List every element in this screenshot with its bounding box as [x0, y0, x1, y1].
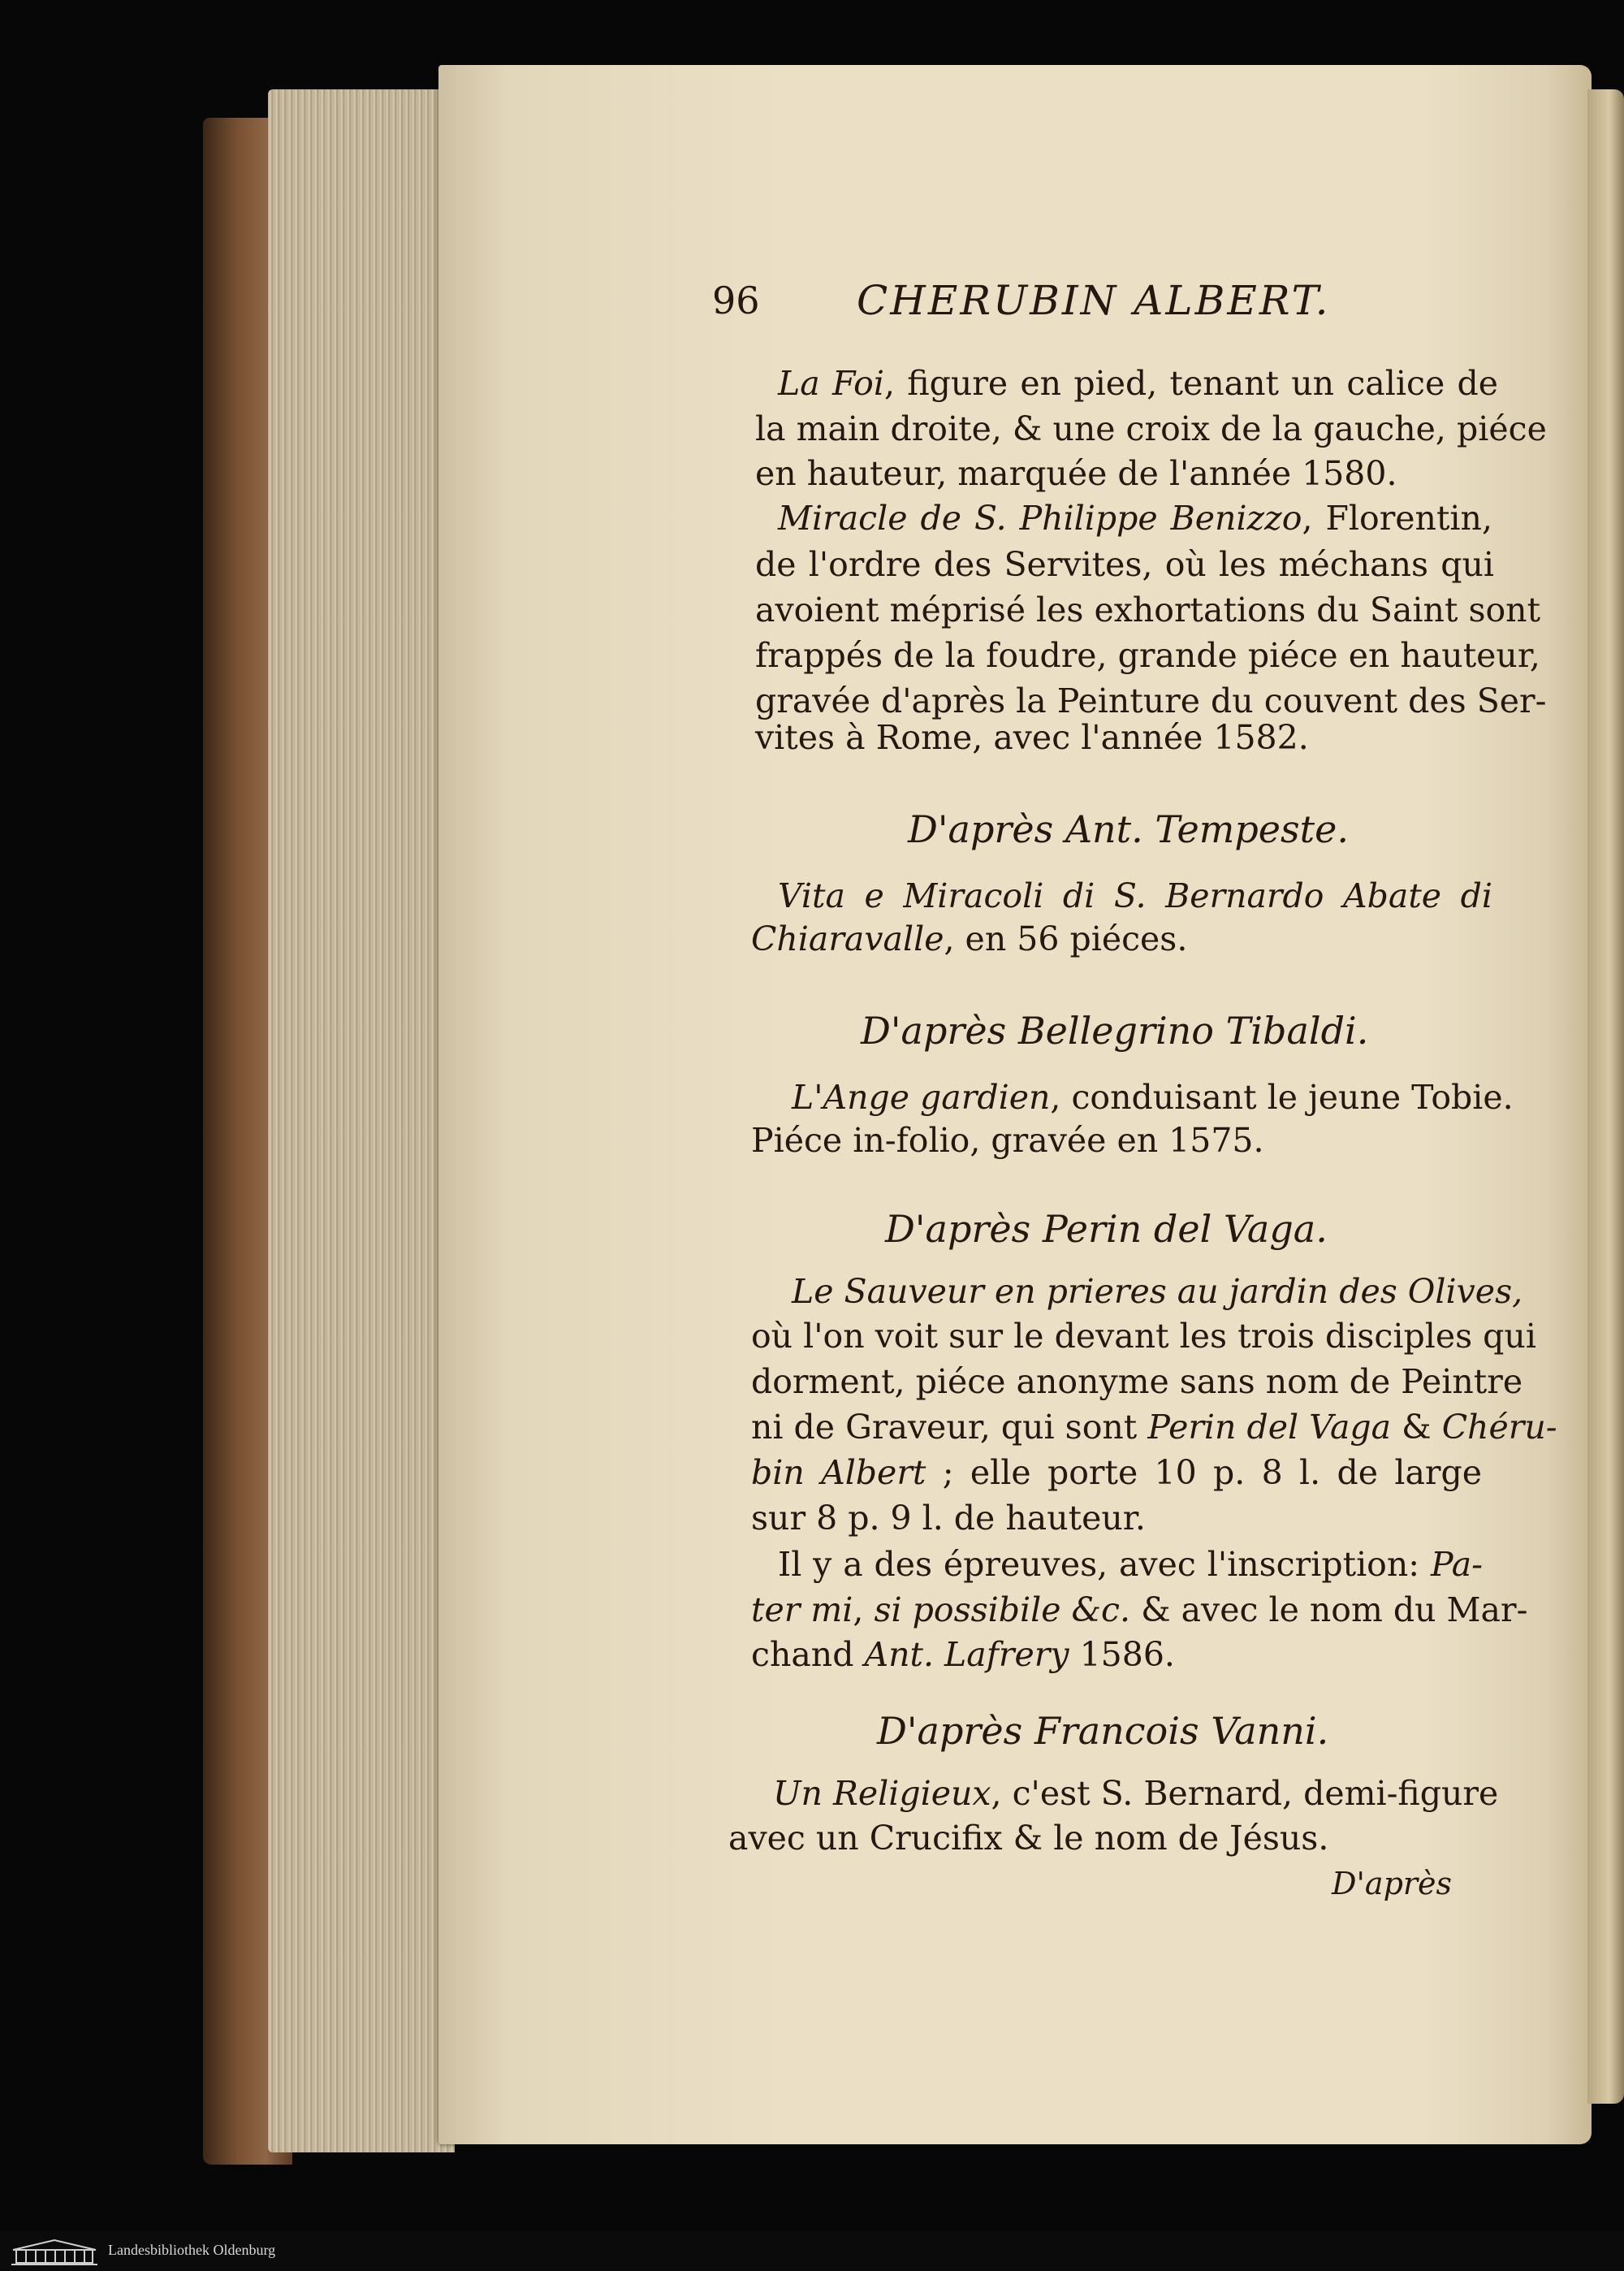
library-name: Landesbibliothek Oldenburg — [108, 2242, 276, 2258]
text-line: sur 8 p. 9 l. de hauteur. — [751, 1499, 1146, 1538]
text-line: avec un Crucifix & le nom de Jésus. — [728, 1819, 1329, 1858]
section-heading: D'après Ant. Tempeste. — [908, 807, 1349, 851]
text-line: dorment, piéce anonyme sans nom de Peintre — [751, 1362, 1523, 1401]
catchword: D'après — [1332, 1866, 1453, 1901]
library-building-icon — [10, 2239, 99, 2266]
text-line: la main droite, & une croix de la gauche, piéce — [755, 409, 1547, 448]
section-heading: D'après Francois Vanni. — [877, 1709, 1329, 1753]
section-heading: D'après Perin del Vaga. — [885, 1207, 1328, 1251]
page-stack-edge — [268, 89, 455, 2152]
text-line: en hauteur, marquée de l'année 1580. — [755, 454, 1397, 493]
text-line: gravée d'après la Peinture du couvent des Ser- — [755, 681, 1547, 720]
text-line: Il y a des épreuves, avec l'inscription: Pa- — [778, 1545, 1483, 1584]
text-line: chand Ant. Lafrery 1586. — [751, 1635, 1175, 1674]
text-line: où l'on voit sur le devant les trois disciples qui — [751, 1317, 1536, 1356]
text-line: Miracle de S. Philippe Benizzo, Florentin, — [778, 499, 1492, 538]
text-line: Piéce in-folio, gravée en 1575. — [751, 1121, 1264, 1160]
text-line: Vita e Miracoli di S. Bernardo Abate di — [778, 876, 1492, 915]
text-line: bin Albert ; elle porte 10 p. 8 l. de large — [751, 1453, 1483, 1492]
text-line: ni de Graveur, qui sont Perin del Vaga & Chéru- — [751, 1408, 1557, 1447]
text-line: La Foi, figure en pied, tenant un calice de — [778, 364, 1498, 403]
text-line: frappés de la foudre, grande piéce en hauteur, — [755, 636, 1540, 675]
text-line: de l'ordre des Servites, où les méchans qui — [755, 545, 1494, 584]
text-line: L'Ange gardien, conduisant le jeune Tobie. — [792, 1078, 1514, 1117]
text-line: avoient méprisé les exhortations du Saint sont — [755, 590, 1541, 629]
text-line: Le Sauveur en prieres au jardin des Olives, — [792, 1272, 1523, 1311]
text-line: ter mi, si possibile &c. & avec le nom du Mar- — [751, 1590, 1528, 1629]
text-line: Un Religieux, c'est S. Bernard, demi-figure — [773, 1774, 1499, 1813]
running-title: CHERUBIN ALBERT. — [857, 277, 1331, 324]
text-line: vites à Rome, avec l'année 1582. — [755, 718, 1309, 757]
text-line: Chiaravalle, en 56 piéces. — [751, 919, 1188, 958]
section-heading: D'après Bellegrino Tibaldi. — [861, 1009, 1369, 1053]
page-number: 96 — [712, 279, 760, 322]
facing-page-edge — [1587, 89, 1624, 2104]
